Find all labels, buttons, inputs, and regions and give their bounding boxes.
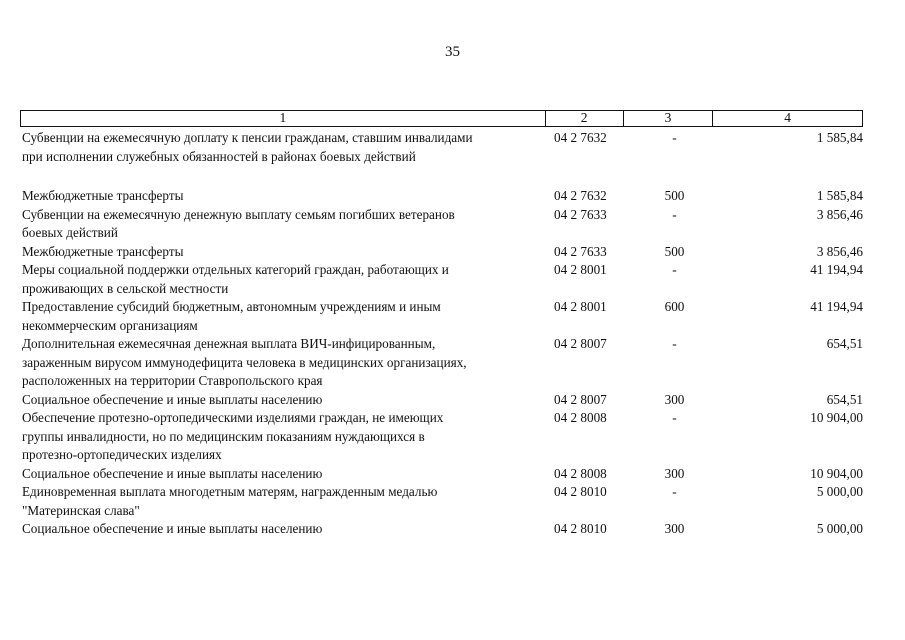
row-name-line: Единовременная выплата многодетным матерям, награжденным медалью xyxy=(22,484,438,499)
row-name-line: Социальное обеспечение и иные выплаты населению xyxy=(22,391,323,407)
header-col-2: 2 xyxy=(546,111,624,126)
header-col-4: 4 xyxy=(784,110,792,125)
row-name xyxy=(22,261,554,298)
table-row xyxy=(22,206,863,243)
row-code: 04 2 7633 xyxy=(554,243,607,259)
row-amount: 41 194,94 xyxy=(810,299,863,314)
row-type: - xyxy=(672,262,677,277)
row-amount: 654,51 xyxy=(826,391,863,407)
row-type: 300 xyxy=(664,391,685,407)
row-amount: 10 904,00 xyxy=(810,410,863,425)
row-name-line: группы инвалидности, но по медицинским показаниям нуждающихся в xyxy=(22,428,425,444)
table-row xyxy=(22,483,863,520)
row-amount: 5 000,00 xyxy=(816,521,863,536)
table-body xyxy=(22,129,863,539)
row-name xyxy=(22,409,554,465)
row-name-line: боевых действий xyxy=(22,225,118,240)
row-amount: 3 856,46 xyxy=(816,206,863,222)
row-type: - xyxy=(672,206,677,222)
header-col-1: 1 xyxy=(21,111,546,126)
row-type: 300 xyxy=(664,521,685,536)
row-amount: 1 585,84 xyxy=(816,130,863,145)
row-code: 04 2 8007 xyxy=(554,336,607,351)
row-name-line: проживающих в сельской местности xyxy=(22,280,229,296)
row-type: - xyxy=(672,410,677,425)
row-name xyxy=(22,187,554,206)
row-name xyxy=(22,298,554,335)
row-name-line: Субвенции на ежемесячную денежную выплату семьям погибших ветеранов xyxy=(22,206,455,222)
table-row xyxy=(22,129,863,166)
row-name-line: Социальное обеспечение и иные выплаты населению xyxy=(22,465,323,481)
row-amount: 1 585,84 xyxy=(816,188,863,203)
row-name-line: Межбюджетные трансферты xyxy=(22,243,184,259)
row-type: - xyxy=(672,484,677,499)
row-amount: 5 000,00 xyxy=(816,484,863,499)
row-type: - xyxy=(672,336,677,351)
table-row xyxy=(22,335,863,391)
row-name-line: протезно-ортопедических изделиях xyxy=(22,447,222,462)
row-name-line: расположенных на территории Ставропольского края xyxy=(22,373,323,388)
row-name-line: Дополнительная ежемесячная денежная выплата ВИЧ-инфицированным, xyxy=(22,336,436,351)
row-name xyxy=(22,129,554,166)
row-code: 04 2 7632 xyxy=(554,130,607,145)
row-amount: 3 856,46 xyxy=(816,243,863,259)
row-code: 04 2 7632 xyxy=(554,188,607,203)
table-row xyxy=(22,520,863,539)
row-name xyxy=(22,243,554,262)
page-number: 35 xyxy=(445,44,460,60)
row-name-line: Межбюджетные трансферты xyxy=(22,188,184,203)
row-name xyxy=(22,465,554,484)
row-code: 04 2 8010 xyxy=(554,521,607,536)
row-name-line: Предоставление субсидий бюджетным, автономным учреждениям и иным xyxy=(22,299,441,314)
row-type: 500 xyxy=(664,188,685,203)
row-type: 500 xyxy=(664,243,685,259)
row-name-line: Субвенции на ежемесячную доплату к пенсии гражданам, ставшим инвалидами xyxy=(22,130,473,145)
row-name-line: Обеспечение протезно-ортопедическими изделиями граждан, не имеющих xyxy=(22,410,444,425)
row-type: - xyxy=(672,130,677,145)
row-name-line: Меры социальной поддержки отдельных категорий граждан, работающих и xyxy=(22,262,449,277)
row-type: 600 xyxy=(664,299,685,314)
row-code: 04 2 8008 xyxy=(554,410,607,425)
row-code: 04 2 8010 xyxy=(554,484,607,499)
row-name xyxy=(22,206,554,243)
row-name xyxy=(22,335,554,391)
table-row xyxy=(22,409,863,465)
table-row xyxy=(22,187,863,206)
row-code: 04 2 7633 xyxy=(554,206,607,222)
table-header xyxy=(20,110,863,127)
row-code: 04 2 8008 xyxy=(554,465,607,481)
table-row xyxy=(22,391,863,410)
row-type: 300 xyxy=(664,465,685,481)
row-name-line: при исполнении служебных обязанностей в районах боевых действий xyxy=(22,148,416,164)
row-name xyxy=(22,520,554,539)
row-name xyxy=(22,483,554,520)
row-name-line: зараженным вирусом иммунодефицита человека в медицинских организациях, xyxy=(22,354,467,370)
row-code: 04 2 8001 xyxy=(554,262,607,277)
row-name-line: некоммерческим организациям xyxy=(22,317,198,333)
row-amount: 654,51 xyxy=(826,336,863,351)
header-col-3: 3 xyxy=(624,111,714,126)
row-code: 04 2 8001 xyxy=(554,299,607,314)
row-amount: 10 904,00 xyxy=(810,465,863,481)
row-amount: 41 194,94 xyxy=(810,262,863,277)
table-row xyxy=(22,243,863,262)
row-name-line: "Материнская слава" xyxy=(22,502,140,518)
row-name-line: Социальное обеспечение и иные выплаты населению xyxy=(22,521,323,536)
table-row xyxy=(22,298,863,335)
table-row xyxy=(22,261,863,298)
table-row xyxy=(22,465,863,484)
row-name xyxy=(22,391,554,410)
row-spacer xyxy=(22,166,863,187)
row-code: 04 2 8007 xyxy=(554,391,607,407)
